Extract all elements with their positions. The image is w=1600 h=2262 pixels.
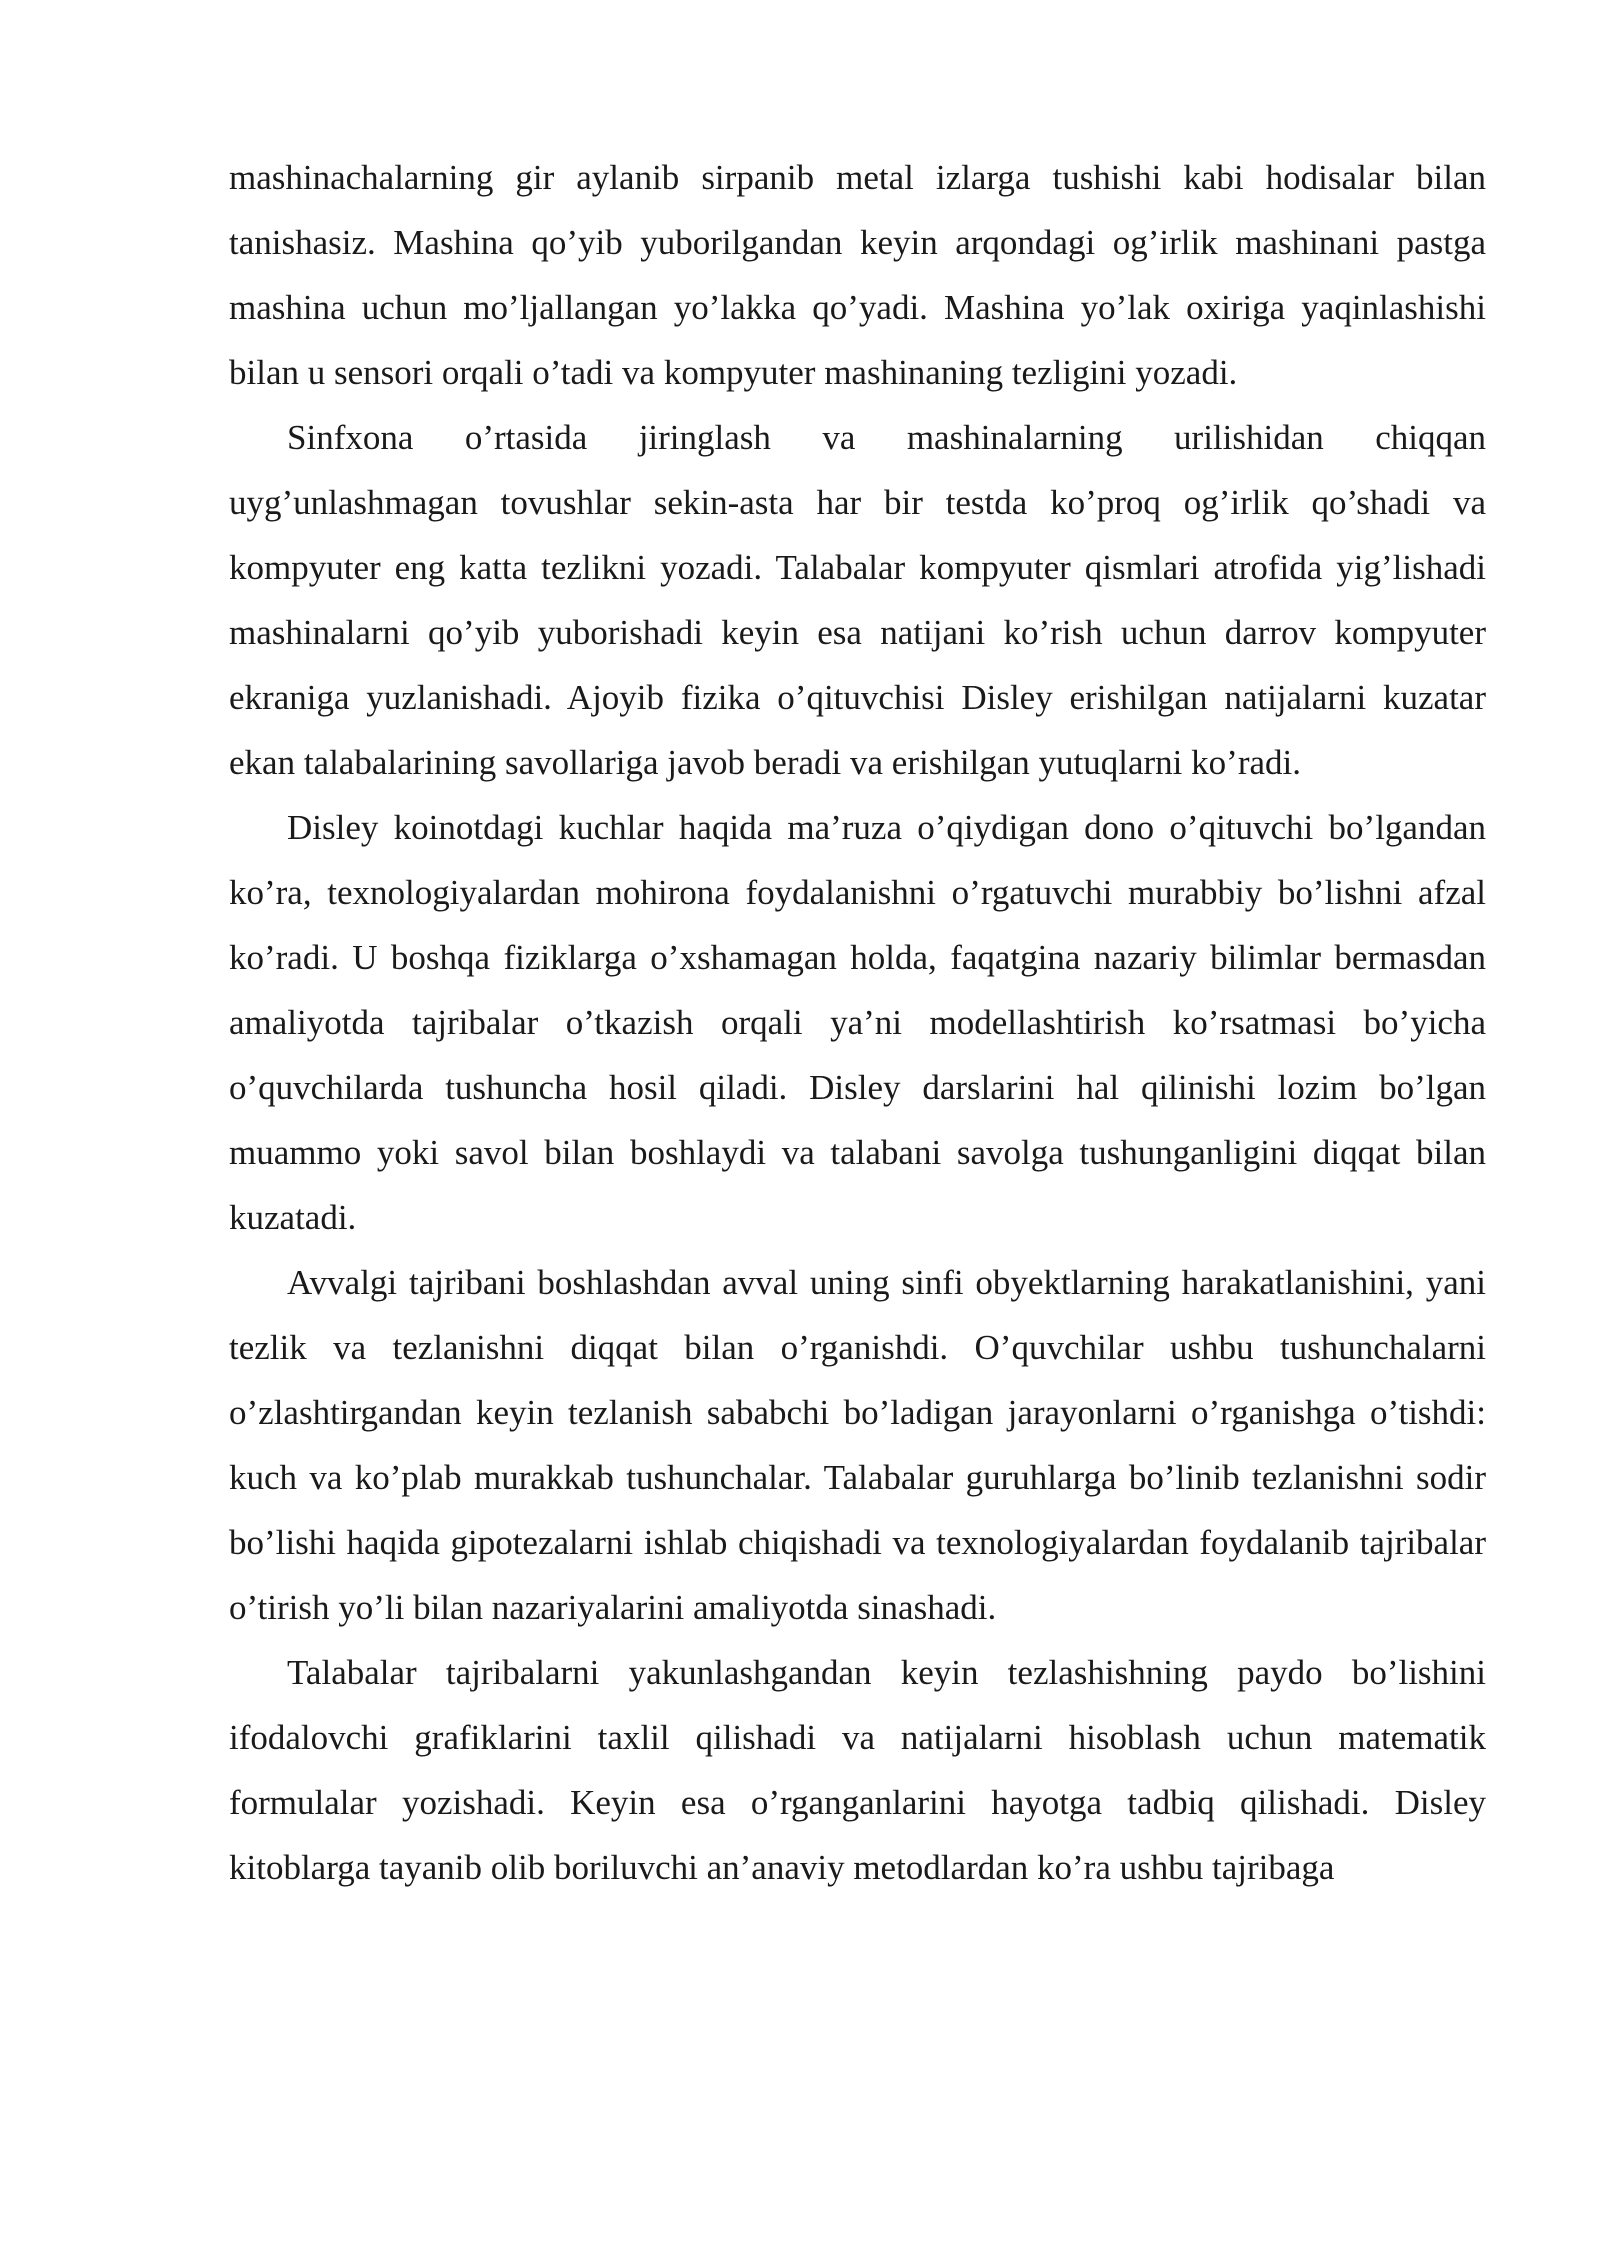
document-body [229,145,1486,1900]
paragraph-1: mashinachalarning gir aylanib sirpanib metal izlarga tushishi kabi hodisalar bilan tanishasiz. Mashina qo’yib yuborilgandan keyin arqondagi og’irlik mashinani pastga mashina uchun mo’ljallangan yo’lakka qo’yadi. Mashina yo’lak oxiriga yaqinlashishi bilan u sensori orqali o’tadi va kompyuter mashinaning tezligini yozadi. [229,158,1486,392]
paragraph-5: Talabalar tajribalarni yakunlashgandan keyin tezlashishning paydo bo’lishini ifodalovchi grafiklarini taxlil qilishadi va natijalarni hisoblash uchun matematik formulalar yozishadi. Keyin esa o’rganganlarini hayotga tadbiq qilishadi. Disley kitoblarga tayanib olib boriluvchi an’anaviy metodlardan ko’ra ushbu tajribaga [229,1653,1486,1887]
paragraph-2: Sinfxona o’rtasida jiringlash va mashinalarning urilishidan chiqqan uyg’unlashmagan tovushlar sekin-asta har bir testda ko’proq og’irlik qo’shadi va kompyuter eng katta tezlikni yozadi. Talabalar kompyuter qismlari atrofida yig’lishadi mashinalarni qo’yib yuborishadi keyin esa natijani ko’rish uchun darrov kompyuter ekraniga yuzlanishadi. Ajoyib fizika o’qituvchisi Disley erishilgan natijalarni kuzatar ekan talabalarining savollariga javob beradi va erishilgan yutuqlarni ko’radi. [229,418,1486,782]
paragraph-4: Avvalgi tajribani boshlashdan avval uning sinfi obyektlarning harakatlanishini, yani tezlik va tezlanishni diqqat bilan o’rganishdi. O’quvchilar ushbu tushunchalarni o’zlashtirgandan keyin tezlanish sababchi bo’ladigan jarayonlarni o’rganishga o’tishdi: kuch va ko’plab murakkab tushunchalar. Talabalar guruhlarga bo’linib tezlanishni sodir bo’lishi haqida gipotezalarni ishlab chiqishadi va texnologiyalardan foydalanib tajribalar o’tirish yo’li bilan nazariyalarini amaliyotda sinashadi. [229,1263,1486,1627]
paragraph-3: Disley koinotdagi kuchlar haqida ma’ruza o’qiydigan dono o’qituvchi bo’lgandan ko’ra, texnologiyalardan mohirona foydalanishni o’rgatuvchi murabbiy bo’lishni afzal ko’radi. U boshqa fiziklarga o’xshamagan holda, faqatgina nazariy bilimlar bermasdan amaliyotda tajribalar o’tkazish orqali ya’ni modellashtirish ko’rsatmasi bo’yicha o’quvchilarda tushuncha hosil qiladi. Disley darslarini hal qilinishi lozim bo’lgan muammo yoki savol bilan boshlaydi va talabani savolga tushunganligini diqqat bilan kuzatadi. [229,808,1486,1237]
